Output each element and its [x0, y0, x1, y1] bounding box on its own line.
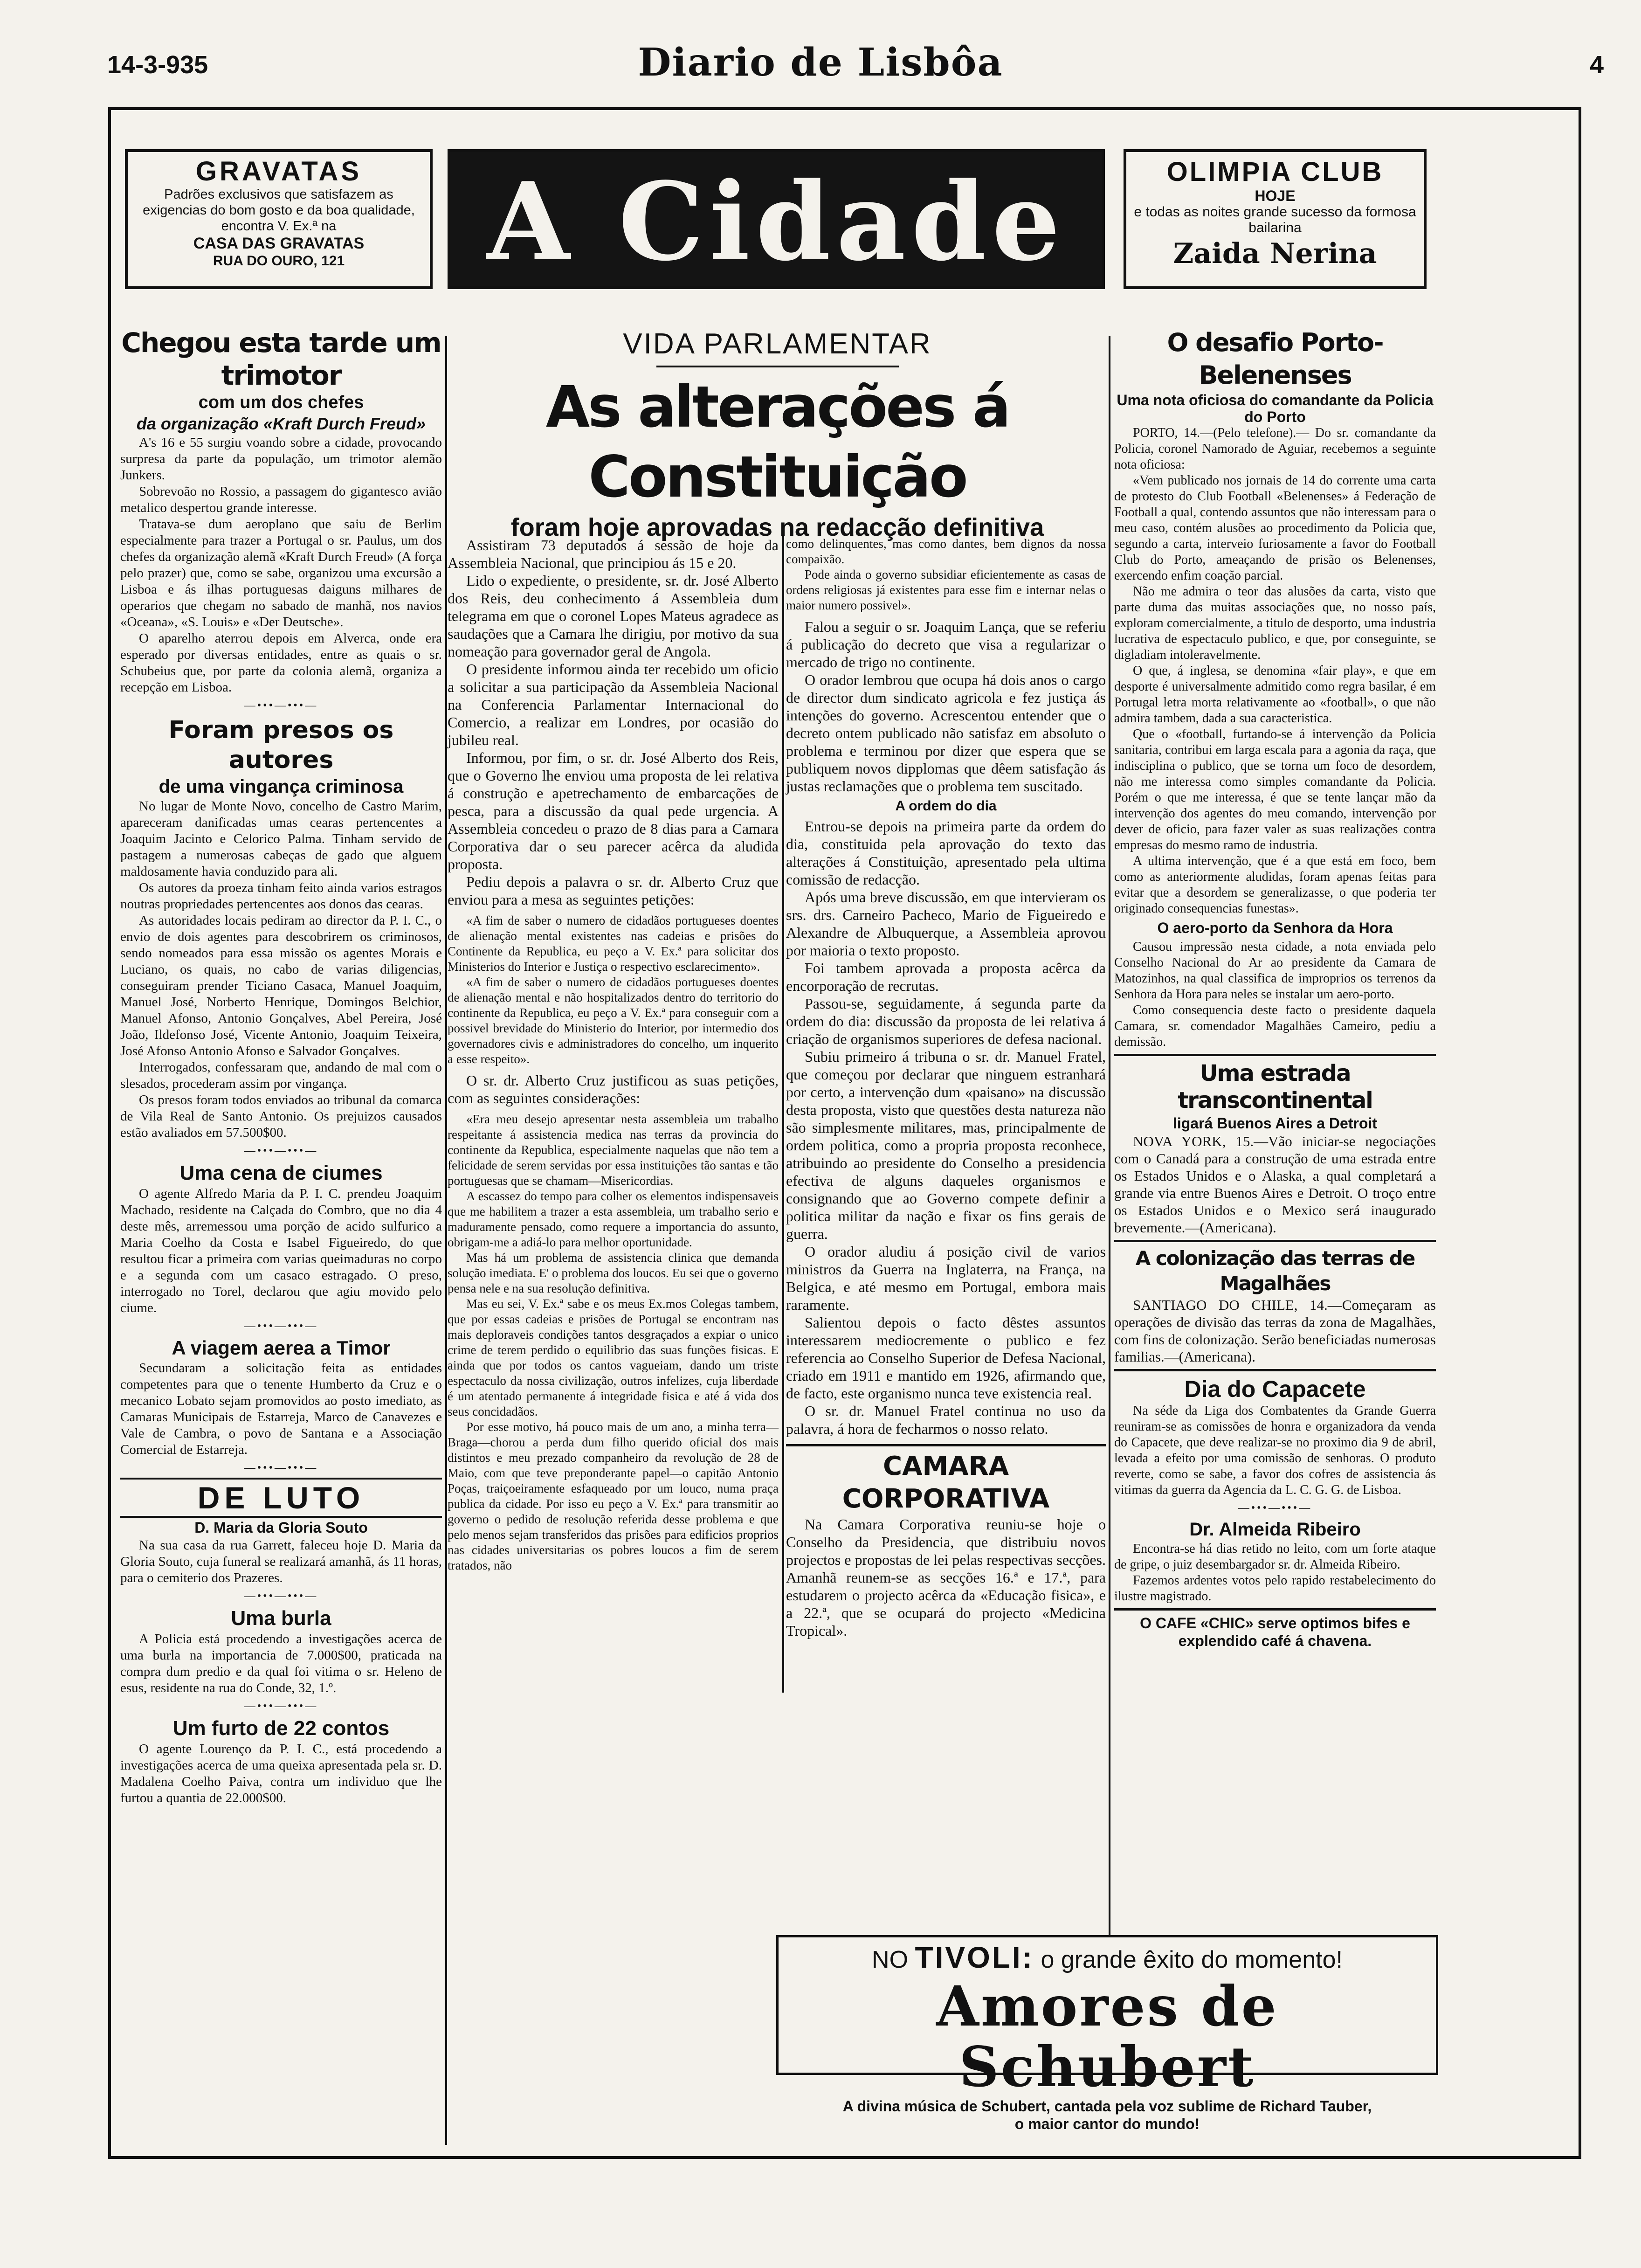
rule [1114, 1369, 1436, 1371]
luto-name: D. Maria da Gloria Souto [194, 1519, 368, 1536]
chic-ad: O CAFE «CHIC» serve optimos bifes e explendido café á chavena. [1140, 1615, 1410, 1649]
parl-p8: O sr. dr. Alberto Cruz justificou as suas petições, com as seguintes considerações: [448, 1072, 779, 1106]
parl-b1: como delinquentes, mas como dantes, bem dignos da nossa compaixão. [786, 537, 1106, 566]
desafio-p4: O que, á inglesa, se denomina «fair play», e que em desporte é universalmente admitido como regra basilar, é em Portugal letra morta relativamente ao «football», o que não admira tambem, dada a sua caracteristica. [1114, 664, 1436, 726]
presos-p5: Os presos foram todos enviados ao tribunal da comarca de Vila Real de Santo Antonio. Os prejuizos causados estão avaliados em 57.500$00. [120, 1093, 442, 1140]
trimotor-sub1: com um dos chefes [198, 393, 364, 412]
kicker-rule [656, 366, 899, 367]
camara-p: Na Camara Corporativa reuniu-se hoje o Conselho da Presidencia, que distribuiu novos projectos e propostas de lei pelas respectivas secções. Amanhã reunem-se as secções 16.ª e 17.ª, para estudarem o projecto acêrca da «Educação fisica», e a 22.ª, que se ocupará do projecto «Medicina Tropical». [786, 1516, 1106, 1639]
desafio-p5: Que o «football, furtando-se á intervenção da Policia sanitaria, contribui em larga escala para a agonia da raça, que indisciplina o publico, que se torna um foco de desordem, não me interessa como simples comandante da Policia. Porém o que me interessa, é que se tente lançar mão da intervenção dos agentes do meu comando, intervenção por dever de oficio, para fazer valer as suas realizações contra empresas do mesmo ramo de industria. [1114, 727, 1436, 852]
separator: —•••—•••— [244, 1590, 318, 1602]
parl-b3: Falou a seguir o sr. Joaquim Lança, que se referiu á publicação do decreto que visa a regularizar o mercado de trigo no continente. [786, 618, 1106, 671]
presos-p3: As autoridades locais pediram ao director da P. I. C., o envio de dois agentes para descobrirem os criminosos, sendo nomeados para essa missão os agentes Morais e Luciano, os quais, no cabo de varias diligencias, conseguiram prender Ticiano Casaca, Manuel Joaquim, Manuel José, Norberto Henrique, Domingos Belchior, Manuel Afonso, Antonio Gonçalves, Abel Pereira, José João, Ildefonso José, Vicente Antonio, Joaquim Teixeira, José Afonso Antonio Afonso e Salvador Gonçalves. [120, 913, 442, 1058]
tivoli-title: Amores de Schubert [936, 1974, 1278, 2099]
burla-p: A Policia está procedendo a investigações acerca de uma burla na importancia de 7.000$00, praticada na compra dum predio e da qual foi vitima o sr. Heleno de esus, residente na rua do Conde, 32, 1.º. [120, 1632, 442, 1695]
center-column-b [786, 536, 1106, 1639]
parl-p7: «A fim de saber o numero de cidadãos portugueses doentes de alienação mental e não hospitalizados dentro do territorio do continente da Republica, eu peço a V. Ex.ª para conseguir com a possivel brevidade do Ministerio do Interior, por intermedio dos governadores civis e administradores do concelho, um inquerito a esse respeito». [448, 975, 779, 1066]
tivoli-line2: o maior cantor do mundo! [1014, 2116, 1200, 2132]
ad-gravatas [125, 149, 433, 289]
section-banner [448, 149, 1105, 289]
parl-p9: «Era meu desejo apresentar nesta assembleia um trabalho respeitante á assistencia medica nas terras da provincia do continente da Republica, especialmente naquelas que não tem a felicidade de serem servidas por essa instituições tão santas e tão portuguesas que se chamam—Misericordias. [448, 1112, 779, 1188]
estrada-sub: ligará Buenos Aires a Detroit [1172, 1115, 1378, 1132]
parl-p1: Assistiram 73 deputados á sessão de hoje da Assembleia Nacional, que principiou ás 15 e 20. [448, 537, 779, 571]
center-column-a [448, 536, 779, 1573]
almeida-p1: Encontra-se há dias retido no leito, com um forte ataque de gripe, o juiz desembargador sr. dr. Almeida Ribeiro. [1114, 1542, 1436, 1572]
ad-olimpia [1124, 149, 1427, 289]
main-deck: foram hoje aprovadas na redacção definitiva [510, 513, 1044, 541]
burla-headline: Uma burla [231, 1607, 331, 1630]
timor-p: Secundaram a solicitação feita as entidades competentes para que o tenente Humberto da Cruz e o mecanico Lobato sejam promovidos ao posto imediato, as Camaras Municipais de Estarreja, Marco de Canavezes e Vale de Cambra, o povo de Santana e a Associação Comercial de Estarreja. [120, 1361, 442, 1457]
timor-headline: A viagem aerea a Timor [172, 1337, 391, 1359]
ad-gravatas-shop: CASA DAS GRAVATAS [193, 235, 365, 252]
estrada-p: NOVA YORK, 15.—Vão iniciar-se negociações com o Canadá para a construção de uma estrada entre os Estados Unidos e o Alaska, a qual completará a grande via entre Buenos Aires e Detroit. O troço entre os Estados Unidos e o Mexico será inaugurado brevemente.—(Americana). [1114, 1133, 1436, 1236]
desafio-p2: «Vem publicado nos jornais de 14 do corrente uma carta de protesto do Club Football «Belenenses» á Federação de Football a qual, contendo assuntos que não interessam para o meu caso, contém alusões ao procedimento da Policia que, segundo a carta, interveio furiosamente a favor do Football Club do Porto, ameaçando de prisão os Belenenses, exercendo enfim coação parcial. [1114, 473, 1436, 583]
desafio-sub: Uma nota oficiosa do comandante da Policia do Porto [1117, 392, 1434, 425]
column-rule-right [1109, 336, 1110, 1935]
ad-gravatas-title: GRAVATAS [195, 156, 362, 187]
masthead: Diario de Lisbôa [638, 40, 1003, 85]
ad-gravatas-address: RUA DO OURO, 121 [213, 253, 345, 269]
luto-p: Na sua casa da rua Garrett, faleceu hoje D. Maria da Gloria Souto, cuja funeral se realizará amanhã, ás 11 horas, para o cemiterio dos Prazeres. [120, 1538, 442, 1585]
page-number: 4 [1589, 51, 1604, 79]
ad-gravatas-body: Padrões exclusivos que satisfazem as exigencias do bom gosto e da boa qualidade, encontra V. Ex.ª na [143, 187, 415, 234]
desafio-p1: PORTO, 14.—(Pelo telefone).— Do sr. comandante da Policia, coronel Namorado de Aguiar, recebemos a seguinte nota oficiosa: [1114, 426, 1436, 472]
trimotor-headline: Chegou esta tarde um trimotor [121, 327, 441, 391]
clumes-headline: Uma cena de ciumes [179, 1162, 383, 1184]
clumes-p: O agente Alfredo Maria da P. I. C. prendeu Joaquim Machado, residente na Calçada do Combro, que no dia 4 deste mês, arremessou uma porção de acido sulfurico a Maria Coelho da Costa e Isabel Figueiredo, do que resultou ficar a primeira com varias queimaduras no corpo e a segunda com um casaco estragado. O preso, interrogado no Torel, declarou que agiu movido pelo ciume. [120, 1186, 442, 1315]
parl-b9: Subiu primeiro á tribuna o sr. dr. Manuel Fratel, que começou por declarar que ninguem estranhará por certo, a intervenção dum «paisano» na discussão desta proposta, visto que questões desta natureza não são simplesmente militares, mas, principalmente de ordem politica, como a propria proposta reconhece, atribuindo ao presidente do Conselho a presidencia efectiva de alguns daqueles organismos e consignando que ao Governo compete definir a politica militar da nação e fixar os fins gerais de guerra. [786, 1048, 1106, 1242]
parl-p10: A escassez do tempo para colher os elementos indispensaveis que me habilitem a trazer a esta assembleia, um trabalho serio e maduramente pensado, como requere a importancia do assunto, obrigam-me a adiá-lo para melhor oportunidade. [448, 1189, 779, 1249]
tivoli-line1: A divina música de Schubert, cantada pela voz sublime de Richard Tauber, [842, 2098, 1372, 2115]
parl-p4: Informou, por fim, o sr. dr. José Alberto dos Reis, que o Governo lhe enviou uma proposta de lei relativa á construção e apetrechamento de embarcações de pesca, para a discussão da qual pede urgencia. A Assembleia concedeu o prazo de 8 dias para a Camara Corporativa dar o seu parecer acêrca da aludida proposta. [448, 749, 779, 872]
luto-headline: DE LUTO [120, 1478, 442, 1518]
parl-b7: Foi tambem aprovada a proposta acêrca da encorporação de recrutas. [786, 960, 1106, 994]
desafio-p3: Não me admira o teor das alusões da carta, visto que parte duma das muitas associações que, no nosso país, exploram comercialmente, a titulo de desporto, uma industria lucrativa de espectaculo publico, e que, por conseguinte, se digladiam intoleravelmente. [1114, 584, 1436, 662]
separator: —•••—•••— [1238, 1502, 1312, 1514]
trimotor-p2: Sobrevoão no Rossio, a passagem do gigantesco avião metalico despertou grande interesse. [120, 484, 442, 515]
magalhaes-headline: A colonização das terras de Magalhães [1135, 1247, 1415, 1295]
almeida-headline: Dr. Almeida Ribeiro [1189, 1519, 1361, 1540]
almeida-p2: Fazemos ardentes votos pelo rapido restabelecimento do ilustre magistrado. [1114, 1573, 1436, 1604]
trimotor-sub2: da organização «Kraft Durch Freud» [136, 414, 426, 433]
separator: —•••—•••— [244, 1700, 318, 1712]
aeroporto-p1: Causou impressão nesta cidade, a nota enviada pelo Conselho Nacional do Ar ao presidente da Camara de Matozinhos, na qual classifica de improprios os terrenos da Senhora da Hora para neles se instalar um aero-porto. [1114, 940, 1436, 1002]
parl-b12: O sr. dr. Manuel Fratel continua no uso da palavra, á hora de fecharmos o nosso relato. [786, 1403, 1106, 1437]
ad-tivoli [776, 1935, 1438, 2132]
trimotor-p4: O aparelho aterrou depois em Alverca, onde era esperado por diversas entidades, entre as quais o sr. Schubeius que, por parte da colonia alemã, organiza a recepção em Lisboa. [120, 631, 442, 695]
column-rule-left [445, 336, 447, 2145]
tivoli-line [783, 1941, 1431, 1976]
capacete-headline: Dia do Capacete [1184, 1376, 1366, 1402]
presos-p2: Os autores da proeza tinham feito ainda varios estragos noutras propriedades pertencentes aos donos das cearas. [120, 880, 442, 912]
trimotor-p1: A's 16 e 55 surgiu voando sobre a cidade, provocando surpresa da parte da população, um trimotor alemão Junkers. [120, 435, 442, 483]
camara-headline: CAMARA CORPORATIVA [842, 1451, 1050, 1514]
presos-headline: Foram presos os autores [168, 716, 394, 774]
rule [1114, 1054, 1436, 1056]
presos-p4: Interrogados, confessaram que, andando de mal com o slesados, procederam assim por vingança. [120, 1060, 442, 1091]
parl-p6: «A fim de saber o numero de cidadãos portugueses doentes de alienação mental existentes nas cadeias e prisões do Continente da Republica, eu peço a V. Ex.ª para solicitar dos Ministerios do Interior e Justiça o respectivo esclarecimento». [448, 913, 779, 974]
parl-p11: Mas há um problema de assistencia clinica que demanda solução imediata. E' o problema dos loucos. Eu sei que o governo pensa nele e na sua resolução definitiva. [448, 1251, 779, 1295]
parl-b10: O orador aludiu á posição civil de varios ministros da Guerra na Inglaterra, na França, na Belgica, e até mesmo em Portugal, embora mais raramente. [786, 1243, 1106, 1313]
camara-rule [786, 1444, 1106, 1446]
tivoli-name: TIVOLI: [915, 1941, 1034, 1974]
center-header [450, 326, 1105, 543]
presos-sub: de uma vingança criminosa [159, 776, 404, 797]
estrada-headline: Uma estrada transcontinental [1178, 1060, 1372, 1113]
trimotor-p3: Tratava-se dum aeroplano que saiu de Berlim especialmente para trazer a Portugal o sr. Paulus, um dos chefes da organização alemã «Kraft Durch Freud» (A força pelo prazer) que, como se sabe, organizou uma excursão a Lisboa e ás ilhas portuguesas daiguns milhares de operarios que chegam no sabado de manhã, nos navios «Oceana», «S. Louis» e «Der Deutsche». [120, 517, 442, 629]
parl-b8: Passou-se, seguidamente, á segunda parte da ordem do dia: discussão da proposta de lei relativa á criação de organismos superiores de defesa nacional. [786, 995, 1106, 1047]
parl-p5: Pediu depois a palavra o sr. dr. Alberto Cruz que enviou para a mesa as seguintes petições: [448, 873, 779, 908]
ad-olimpia-text: e todas as noites grande sucesso da formosa bailarina [1134, 204, 1416, 235]
parl-b5: Entrou-se depois na primeira parte da ordem do dia, constituida pela aprovação do texto das alterações á Constituição, apresentado pela ultima comissão de redacção. [786, 818, 1106, 888]
section-banner-title: A Cidade [487, 159, 1066, 285]
section-kicker: VIDA PARLAMENTAR [623, 328, 932, 360]
main-headline: As alterações á Constituição [545, 374, 1009, 510]
presos-p1: No lugar de Monte Novo, concelho de Castro Marim, apareceram danificadas umas cearas pertencentes a Joaquim Jacinto e Celorico Palma. Tinham servido de pastagem a numerosas cabeças de gado que alguem maldosamente havia conduzido para ali. [120, 799, 442, 879]
tivoli-post: o grande êxito do momento! [1041, 1946, 1343, 1973]
desafio-p6: A ultima intervenção, que é a que está em foco, bem como as anteriormente aludidas, foram apenas feitas para evitar que a desordem se generalizasse, o que poderia ter originado consequencias funestas». [1114, 854, 1436, 916]
parl-b2: Pode ainda o governo subsidiar eficientemente as casas de ordens religiosas já existentes para esse fim e internar nelas o maior numero possivel». [786, 567, 1106, 612]
magalhaes-p: SANTIAGO DO CHILE, 14.—Começaram as operações de divisão das terras da zona de Magalhães, com fins de colonização. Serão beneficiadas numerosas familias.—(Americana). [1114, 1297, 1436, 1365]
ordem-heading: A ordem do dia [895, 798, 997, 814]
right-column [1114, 326, 1436, 1650]
parl-p12: Mas eu sei, V. Ex.ª sabe e os meus Ex.mos Colegas tambem, que por essas cadeias e prisões de Portugal se encontram nas mais deploraveis condições tantos desgraçados a expiar o unico crime de terem perdido o equilibrio das suas funções fisicas. E ainda que por todos os cantos vagueiam, dando um triste espectaculo da nossa civilização, outros infelizes, cuja liberdade é um atentado permanente á integridade fisica e até á vida dos seus concidadãos. [448, 1297, 779, 1418]
tivoli-pre: NO [872, 1946, 909, 1973]
desafio-headline: O desafio Porto-Belenenses [1167, 328, 1383, 390]
column-rule-center [782, 536, 784, 1693]
parl-p3: O presidente informou ainda ter recebido um oficio a solicitar a sua participação da Assembleia Nacional na Conferencia Parlamentar Internacional do Comercio, a realizar em Londres, por ocasião do jubileu real. [448, 661, 779, 748]
capacete-p: Na séde da Liga dos Combatentes da Grande Guerra reuniram-se as comissões de honra e organizadora da venda do Capacete, que deve realizar-se no proximo dia 9 de abril, levada a efeito por uma comissão de senhoras. O produto reverte, como se sabe, a favor dos cofres de assistencia ás vitimas da guerra da Agencia da L. C. G. G. de Lisboa. [1114, 1404, 1436, 1497]
furto-headline: Um furto de 22 contos [172, 1717, 390, 1740]
separator: —•••—•••— [244, 699, 318, 712]
issue-date: 14-3-935 [107, 51, 208, 79]
parl-p2: Lido o expediente, o presidente, sr. dr. José Alberto dos Reis, deu conhecimento á Assembleia dum telegrama em que o coronel Lopes Mateus agradece as saudações que a Camara lhe dirigiu, por motivo da sua nomeação para governador geral de Angola. [448, 572, 779, 660]
parl-b4: O orador lembrou que ocupa há dois anos o cargo de director dum sindicato agricola e fez justiça ás intenções do governo. Acrescentou entender que o decreto ontem publicado não satisfaz em absoluto o problema e terminou por dizer que espera que se publiquem novos dipplomas que dêem satisfação ás justas reclamações que o problema tem suscitado. [786, 671, 1106, 795]
aeroporto-headline: O aero-porto da Senhora da Hora [1157, 920, 1393, 936]
ad-olimpia-hoje: HOJE [1255, 187, 1296, 204]
furto-p: O agente Lourenço da P. I. C., está procedendo a investigações acerca de uma queixa apresentada pela sr. D. Madalena Coelho Paiva, contra um individuo que lhe furtou a quantia de 22.000$00. [120, 1742, 442, 1805]
parl-b6: Após uma breve discussão, em que intervieram os srs. drs. Carneiro Pacheco, Mario de Figueiredo e Alexandre de Albuquerque, a Assembleia aprovou por maioria o texto proposto. [786, 889, 1106, 959]
left-column [120, 326, 442, 1806]
rule [1114, 1240, 1436, 1242]
separator: —•••—•••— [244, 1462, 318, 1474]
rule [1114, 1608, 1436, 1611]
ad-olimpia-title: OLIMPIA CLUB [1166, 157, 1384, 187]
parl-p13: Por esse motivo, há pouco mais de um ano, a minha terra—Braga—chorou a perda dum filho querido oficial dos mais distintos e meu prezado companheiro da revolução de 28 de Maio, com que teve preponderante papel—o capitão Antonio Poças, traiçoeiramente esfaqueado por um louco, numa praça publica da cidade. Por isso eu peço a V. Ex.ª para transmitir ao governo o pedido de resolução referida desse problema e que pelo menos sejam transferidos das prisões para edificios proprios nas cidades universitarias os pobres loucos a fim de serem tratados, não [448, 1420, 779, 1572]
aeroporto-p2: Como consequencia deste facto o presidente daquela Camara, sr. comendador Magalhães Cameiro, pediu a demissão. [1114, 1003, 1436, 1049]
parl-b11: Salientou depois o facto dêstes assuntos interessarem mediocremente o publico e fez referencia ao Conselho Superior de Defesa Nacional, criado em 1911 e mantido em 1926, afirmando que, de facto, este organismo nunca teve existencia real. [786, 1314, 1106, 1402]
ad-olimpia-name: Zaida Nerina [1173, 237, 1377, 270]
separator: —•••—•••— [244, 1145, 318, 1157]
separator: —•••—•••— [244, 1320, 318, 1332]
